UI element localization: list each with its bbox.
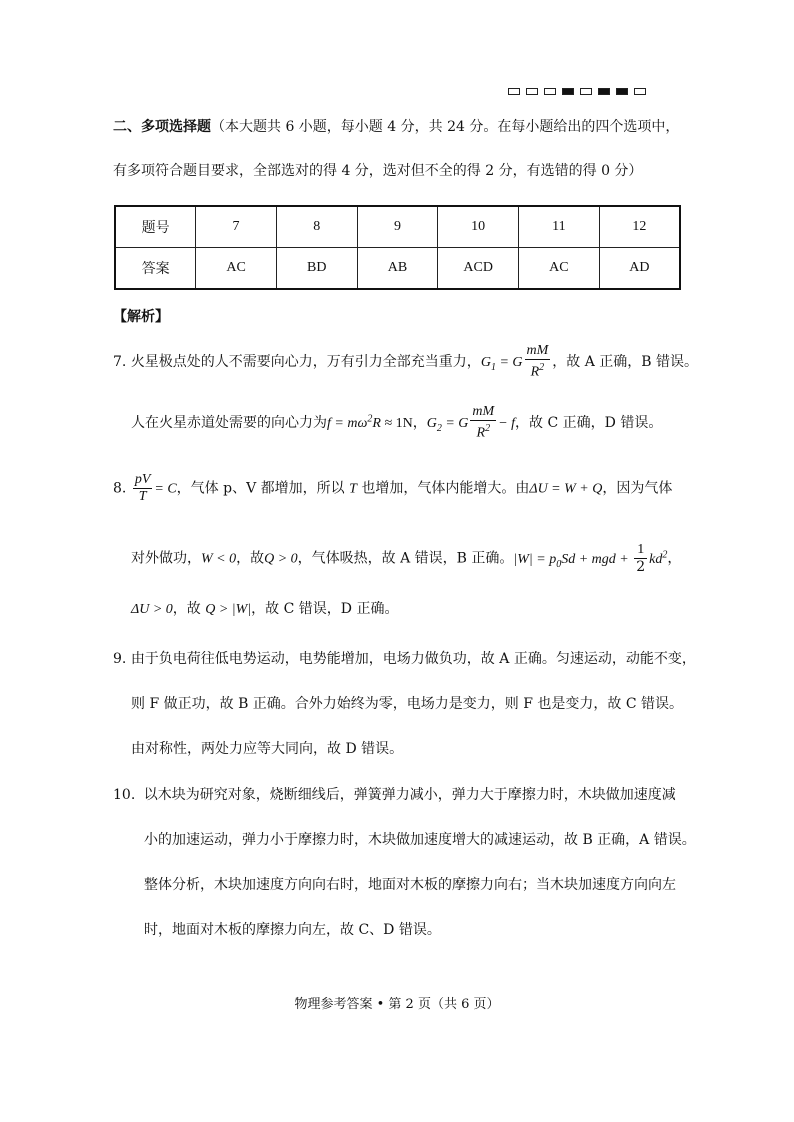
table-cell: BD xyxy=(276,248,357,290)
q7-number: 7. xyxy=(113,353,127,370)
table-row xyxy=(115,248,680,290)
empty-square-mark xyxy=(508,88,520,95)
q7-text2: 人在火星赤道处需要的向心力为 xyxy=(131,414,327,431)
q9-number: 9. xyxy=(113,651,127,667)
table-cell: 8 xyxy=(276,206,357,248)
empty-square-mark xyxy=(526,88,538,95)
q8-text-f: ，气体吸热，故 A 错误，B 正确。 xyxy=(297,550,514,567)
q8-text-e: ，故 xyxy=(236,550,265,567)
section-desc-line1: （本大题共 6 小题，每小题 4 分，共 24 分。在每小题给出的四个选项中， xyxy=(211,119,680,135)
q7-line2: 人在火星赤道处需要的向心力为$f = m\omega^2R \approx 1N$，$G_2 = G$ $\frac{mM}{R^2}$ − f，故 C 正确，D 错误。 xyxy=(131,404,663,441)
section-heading xyxy=(113,116,679,136)
formula-1n: 1N xyxy=(395,415,413,431)
q9-text1: 由于负电荷往低电势运动，电势能增加，电场力做负功，故 A 正确。匀速运动，动能不变， xyxy=(130,651,696,667)
q7-tail: ，故 A 正确，B 错误。 xyxy=(552,353,699,370)
table-cell: ACD xyxy=(438,248,519,290)
q10-line1 xyxy=(113,784,676,804)
table-row xyxy=(115,206,680,248)
q8-number: 8. xyxy=(113,480,127,497)
analysis-title: 【解析】 xyxy=(113,309,169,325)
section-desc-line2: 有多项符合题目要求，全部选对的得 4 分，选对但不全的得 2 分，有选错的得 0 分） xyxy=(113,163,643,179)
table-cell: AC xyxy=(519,248,600,290)
q8-line3: ΔU > 0，故 Q > |W|，故 C 错误，D 正确。 xyxy=(131,601,399,617)
table-cell: 9 xyxy=(357,206,438,248)
q8-text-c: ，因为气体 xyxy=(602,480,673,497)
row-label-answer: 答案 xyxy=(115,248,196,290)
q10-line4: 时，地面对木板的摩擦力向左，故 C、D 错误。 xyxy=(144,922,441,938)
empty-square-mark xyxy=(634,88,646,95)
table-cell: AC xyxy=(196,248,277,290)
q7-text: 火星极点处的人不需要向心力，万有引力全部充当重力， xyxy=(130,353,481,370)
filled-square-mark xyxy=(598,88,610,95)
q10-text1: 以木块为研究对象，烧断细线后，弹簧弹力减小，弹力大于摩擦力时，木块做加速度减 xyxy=(143,787,676,803)
formula-delta-u: ΔU = W + Q xyxy=(529,481,603,497)
page-footer: 物理参考答案 • 第 2 页（共 6 页） xyxy=(294,997,500,1012)
section-title: 二、多项选择题 xyxy=(113,119,211,135)
formula-g2: $G_2 = G$ xyxy=(426,415,469,434)
formula-w: $|W| = p_0Sd$ + mgd + xyxy=(513,551,633,570)
empty-square-mark xyxy=(580,88,592,95)
filled-square-mark xyxy=(562,88,574,95)
q8-text-d: 对外做功， xyxy=(131,550,201,567)
formula-g1: $G_1 = G$ xyxy=(480,354,523,373)
q8-text-a: ，气体 p、V 都增加，所以 xyxy=(176,480,345,497)
q9-line3: 由对称性，两处力应等大同向，故 D 错误。 xyxy=(131,741,404,757)
q8-line2: 对外做功，W < 0，故Q > 0，气体吸热，故 A 错误，B 正确。$|W| = p_0Sd$ + mgd + $\frac{1}{2}$ $kd^2$， xyxy=(131,542,682,575)
table-cell: 7 xyxy=(196,206,277,248)
table-cell: AB xyxy=(357,248,438,290)
filled-square-mark xyxy=(616,88,628,95)
answer-table xyxy=(114,205,681,290)
q8-text-g: ，故 C 错误，D 正确。 xyxy=(251,601,399,617)
q9-line1 xyxy=(113,648,696,668)
table-cell: AD xyxy=(599,248,680,290)
q10-line3: 整体分析，木块加速度方向向右时，地面对木板的摩擦力向右；当木块加速度方向向左 xyxy=(144,877,676,893)
q8-line1: 8. $\frac{pV}{T}$ = C，气体 p、V 都增加，所以 T 也增加，气体内能增大。由ΔU = W + Q，因为气体 xyxy=(113,472,673,504)
empty-square-mark xyxy=(544,88,556,95)
q10-number: 10. xyxy=(113,787,136,803)
row-label-number: 题号 xyxy=(115,206,196,248)
fraction-mM-R2: $\frac{mM}{R^2}$ xyxy=(526,343,549,380)
q9-line2: 则 F 做正功，故 B 正确。合外力始终为零，电场力是变力，则 F 也是变力，故 C 错误。 xyxy=(131,696,684,712)
table-cell: 12 xyxy=(599,206,680,248)
q8-text-b: 也增加，气体内能增大。由 xyxy=(361,480,530,497)
fraction-pV-T: $\frac{pV}{T}$ xyxy=(134,472,151,504)
q7-tail2: ，故 C 正确，D 错误。 xyxy=(515,414,663,431)
fraction-mM-R2-2: $\frac{mM}{R^2}$ xyxy=(472,404,495,441)
table-cell: 11 xyxy=(519,206,600,248)
table-cell: 10 xyxy=(438,206,519,248)
header-marks xyxy=(508,88,646,95)
formula-f: $f = m\omega^2R$ ≈ xyxy=(327,413,396,431)
q7-line1 xyxy=(113,343,698,381)
q10-line2: 小的加速运动，弹力小于摩擦力时，木块做加速度增大的减速运动，故 B 正确，A 错误。 xyxy=(144,832,696,848)
fraction-1-2: $\frac{1}{2}$ xyxy=(636,542,646,575)
